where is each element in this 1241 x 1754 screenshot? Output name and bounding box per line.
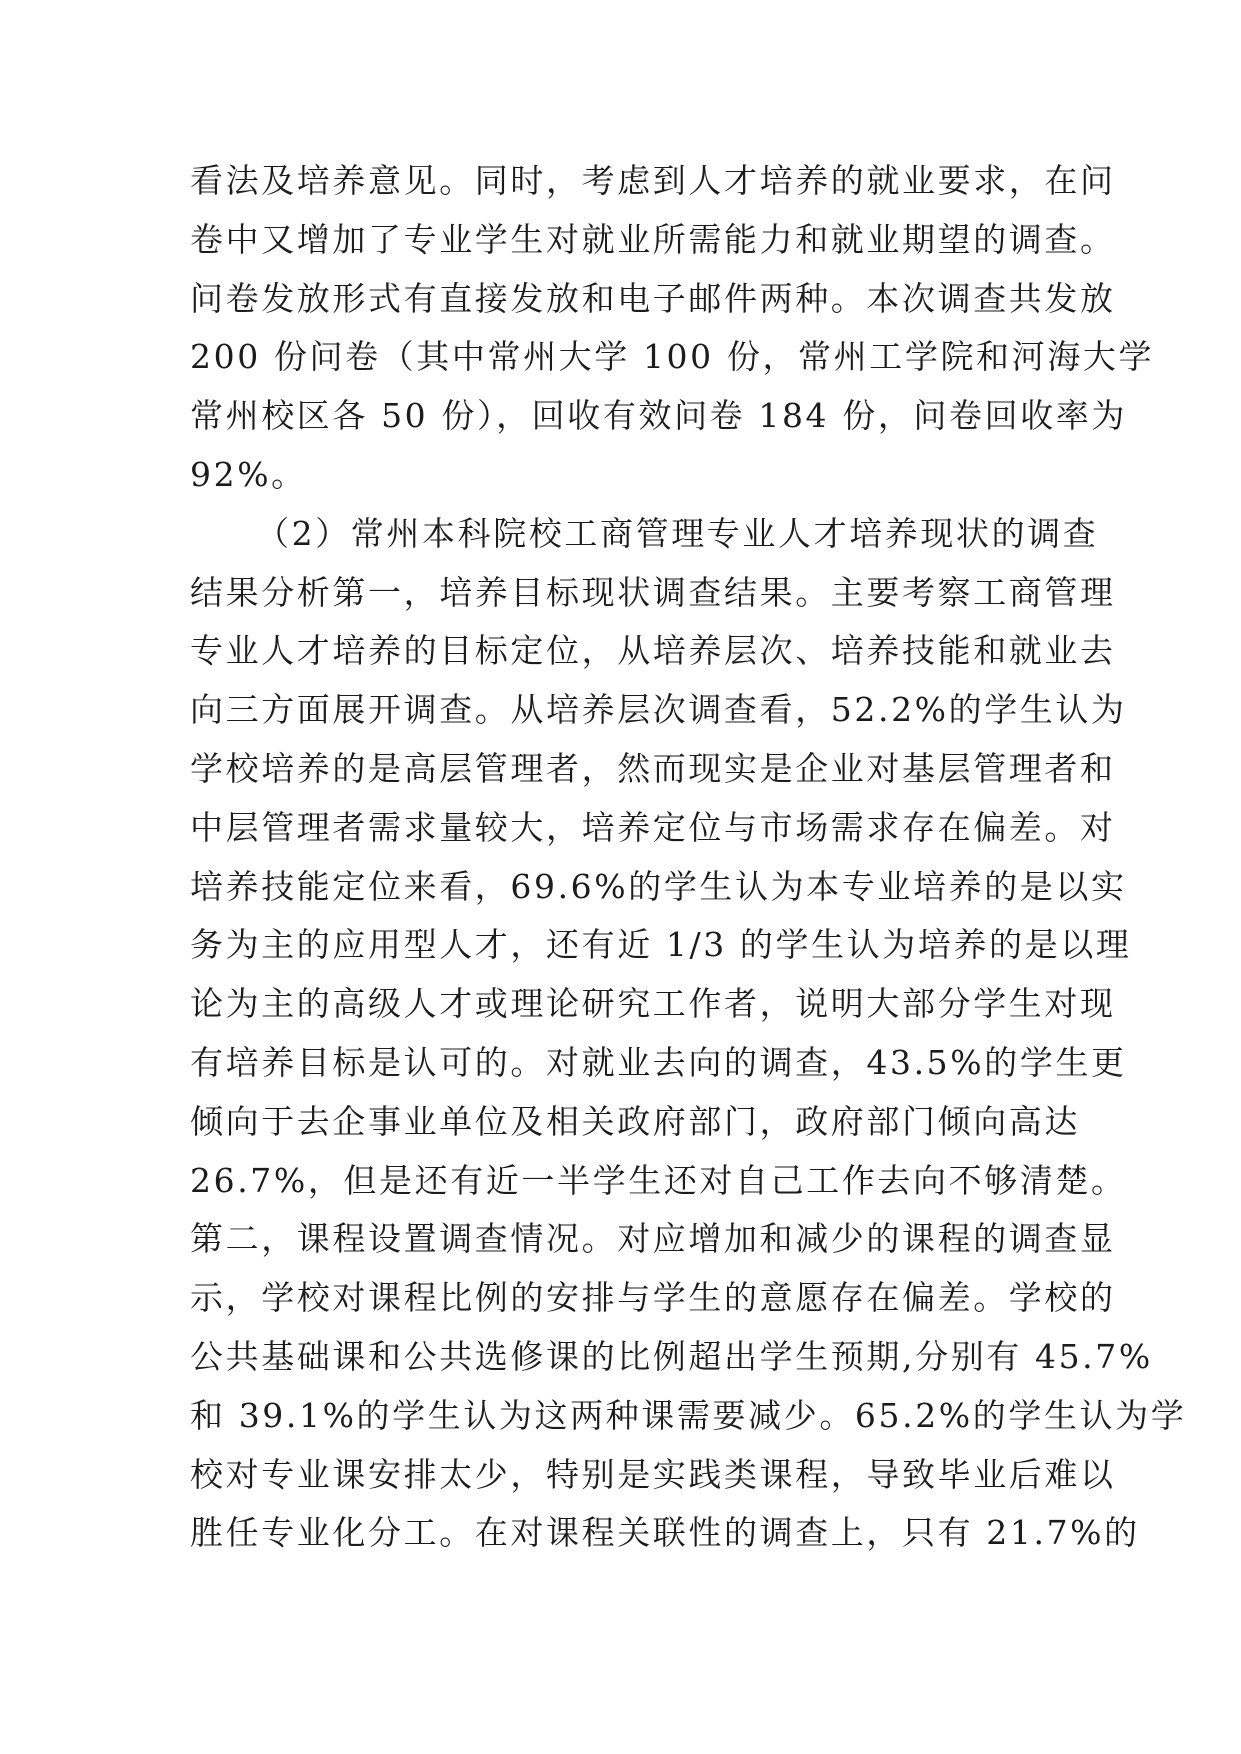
text-line: 有培养目标是认可的。对就业去向的调查，43.5%的学生更 bbox=[190, 1042, 1127, 1082]
text-line: 200 份问卷（其中常州大学 100 份，常州工学院和河海大学 bbox=[190, 337, 1155, 377]
text-line: 第二，课程设置调查情况。对应增加和减少的课程的调查显 bbox=[190, 1219, 1116, 1259]
text-line: 中层管理者需求量较大，培养定位与市场需求存在偏差。对 bbox=[190, 807, 1116, 847]
text-line: 卷中又增加了专业学生对就业所需能力和就业期望的调查。 bbox=[190, 219, 1116, 259]
body-text bbox=[190, 152, 1187, 1563]
text-line: 示，学校对课程比例的安排与学生的意愿存在偏差。学校的 bbox=[190, 1278, 1116, 1318]
text-line: 务为主的应用型人才，还有近 1/3 的学生认为培养的是以理 bbox=[190, 925, 1132, 965]
text-line: 胜任专业化分工。在对课程关联性的调查上，只有 21.7%的 bbox=[190, 1513, 1140, 1553]
text-line: 和 39.1%的学生认为这两种课需要减少。65.2%的学生认为学 bbox=[190, 1395, 1187, 1435]
paragraph-start-line: （2）常州本科院校工商管理专业人才培养现状的调查 bbox=[256, 513, 1099, 553]
text-line: 结果分析第一，培养目标现状调查结果。主要考察工商管理 bbox=[190, 572, 1116, 612]
text-line: 校对专业课安排太少，特别是实践类课程，导致毕业后难以 bbox=[190, 1454, 1116, 1494]
text-line: 常州校区各 50 份），回收有效问卷 184 份，问卷回收率为 bbox=[190, 396, 1128, 436]
text-line: 92%。 bbox=[190, 454, 307, 494]
text-line: 学校培养的是高层管理者，然而现实是企业对基层管理者和 bbox=[190, 748, 1116, 788]
text-line: 倾向于去企事业单位及相关政府部门，政府部门倾向高达 bbox=[190, 1101, 1080, 1141]
text-line: 培养技能定位来看，69.6%的学生认为本专业培养的是以实 bbox=[190, 866, 1127, 906]
text-line: 26.7%，但是还有近一半学生还对自己工作去向不够清楚。 bbox=[190, 1160, 1127, 1200]
text-line: 向三方面展开调查。从培养层次调查看，52.2%的学生认为 bbox=[190, 690, 1127, 730]
text-line: 论为主的高级人才或理论研究工作者，说明大部分学生对现 bbox=[190, 984, 1116, 1024]
text-line: 问卷发放形式有直接发放和电子邮件两种。本次调查共发放 bbox=[190, 278, 1116, 318]
text-line: 专业人才培养的目标定位，从培养层次、培养技能和就业去 bbox=[190, 631, 1116, 671]
text-line: 看法及培养意见。同时，考虑到人才培养的就业要求，在问 bbox=[190, 161, 1116, 200]
text-line: 公共基础课和公共选修课的比例超出学生预期,分别有 45.7% bbox=[190, 1336, 1153, 1376]
